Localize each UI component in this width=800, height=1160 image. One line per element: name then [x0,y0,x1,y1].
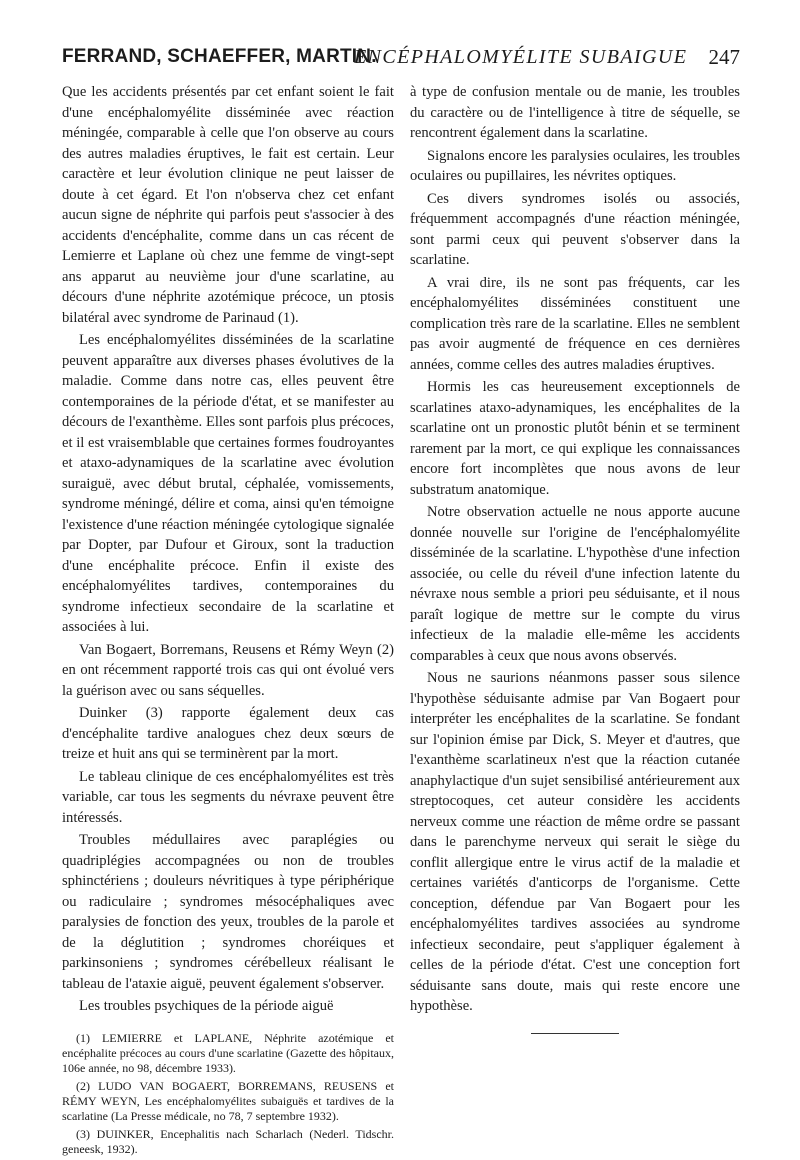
header-authors: FERRAND, SCHAEFFER, MARTIN. [62,46,377,67]
paragraph: Troubles médullaires avec paraplégies ou quadriplégies accompagnées ou non de troubles sphinctériens ; douleurs névritiques à type périphérique ou radiculaire ; syndromes mésocéphaliques avec paralysies de fonction des yeux, troubles de la parole et de la déglutition ; syndromes choréiques et parkinsoniens ; syndromes cérébelleux réalisant le tableau de l'ataxie aiguë, peuvent également s'observer. [62,832,394,992]
page-number: 247 [708,45,740,69]
paragraph: Que les accidents présentés par cet enfant soient le fait d'une encéphalomyélite disséminée avec réaction méningée, comparable à celle que l'on observe au cours des autres maladies éruptives, le fait est certain. Leur caractère et leur évolution clinique ne peut laisser de doute à cet égard. Et l'on n'observa chez cet enfant aucun signe de néphrite qui parfois peut s'associer à des accidents d'encéphalite, comme dans un cas récent de Lemierre et Laplane où chez une femme de vingt-sept ans apparut au neuvième jour d'une scarlatine, au décours d'une néphrite azotémique précoce, un ptosis bilatéral avec syndrome de Parinaud (1). [62,84,394,326]
paragraph: Les troubles psychiques de la période aiguë [79,998,334,1014]
left-column [62,82,394,1160]
paragraph: A vrai dire, ils ne sont pas fréquents, car les encéphalomyélites disséminées constituent une complication très rare de la scarlatine. Elles ne semblent pas avoir augmenté de fréquence en ces dernières années, comme celles des autres maladies éruptives. [410,274,740,373]
paragraph: Hormis les cas heureusement exceptionnels de scarlatines ataxo-adynamiques, les encéphalites de la scarlatine ont un pronostic plutôt bénin et se terminent rarement par la mort, ce qui explique les connaissances encore fort incomplètes que nous avons de leur substratum anatomique. [410,379,740,498]
right-column [410,82,740,1034]
footnote: (1) LEMIERRE et LAPLANE, Néphrite azotémique et encéphalite précoces au cours d'une scarlatine (Gazette des hôpitaux, 106e année, no 98, décembre 1933). [62,1030,394,1075]
paragraph: Ces divers syndromes isolés ou associés, fréquemment accompagnés d'une réaction méningée, sont parmi ceux qui peuvent s'observer dans la scarlatine. [410,190,740,268]
paragraph: Les encéphalomyélites disséminées de la scarlatine peuvent apparaître aux diverses phases évolutives de la maladie. Comme dans notre cas, elles peuvent être contemporaines de la période d'état, et se manifester au décours de l'exanthème. Elles sont parfois plus précoces, et il est vraisemblable que certaines formes foudroyantes et ataxo-adynamiques de la scarlatine avec évolution suraiguë, avec début brutal, céphalée, vomissements, syndrome méningé, délire et coma, ainsi qu'en témoigne l'existence d'une réaction méningée cytologique signalée par Dopter, par Dufour et Giroux, sont la traduction d'une encéphalite précoce. Enfin il existe des encéphalomyélites tardives, contemporaines du syndrome infectieux secondaire de la scarlatine et associées à lui. [62,332,394,635]
footnote: (3) DUINKER, Encephalitis nach Scharlach (Nederl. Tidschr. geneesk, 1932). [62,1126,394,1156]
footnote: (2) LUDO VAN BOGAERT, BORREMANS, REUSENS et RÉMY WEYN, Les encéphalomyélites subaiguës et tardives de la scarlatine (La Presse médicale, no 78, 7 septembre 1932). [62,1078,394,1123]
running-header [62,44,740,78]
paragraph: Le tableau clinique de ces encéphalomyélites est très variable, car tous les segments du névraxe peuvent être intéressés. [62,768,394,826]
footnotes [62,1031,394,1157]
paragraph: Van Bogaert, Borremans, Reusens et Rémy Weyn (2) en ont récemment rapporté trois cas qui ont évolué vers la guérison avec ou sans séquelles. [62,641,394,699]
paragraph: Signalons encore les paralysies oculaires, les troubles oculaires ou pupillaires, les névrites optiques. [410,147,740,184]
end-separator-line [531,1033,619,1034]
paragraph: à type de confusion mentale ou de manie, les troubles du caractère ou de l'intelligence à titre de séquelle, se rencontrent également dans la scarlatine. [410,84,740,141]
header-title: ENCÉPHALOMYÉLITE SUBAIGUE [354,46,688,68]
paragraph: Nous ne saurions néanmons passer sous silence l'hypothèse séduisante admise par Van Bogaert pour interpréter les encéphalites de la scarlatine. Se fondant sur l'opinion émise par Dick, S. Meyer et d'autres, que l'exanthème scarlatineux n'est que la réaction cutanée anaphylactique d'un sujet sensibilisé antérieurement aux streptocoques, cet auteur considère les accidents nerveux comme une réaction de même ordre se passant dans le parenchyme nerveux qui serait le siège du conflit allergique entre le virus actif de la maladie et certaines variétés d'anticorps de l'organisme. Cette conception, défendue par Van Bogaert pour les encéphalomyélites tardives associées au syndrome infectieux secondaire, peut s'appliquer également à celles de la période d'état. C'est une conception fort séduisante sans doute, mais qui reste encore une hypothèse. [410,670,740,1014]
paragraph: Notre observation actuelle ne nous apporte aucune donnée nouvelle sur l'origine de l'encéphalomyélite disséminée de la scarlatine. L'hypothèse d'une infection associée, ou celle du réveil d'une infection latente du névraxe nous semble a priori peu séduisante, et il nous paraît logique de mettre sur le compte du virus infectieux de la maladie elle-même les accidents comparables à ceux que nous avons observés. [410,504,740,664]
paragraph: Duinker (3) rapporte également deux cas d'encéphalite tardive analogues chez deux sœurs de treize et huit ans qui se terminèrent par la mort. [62,705,394,762]
